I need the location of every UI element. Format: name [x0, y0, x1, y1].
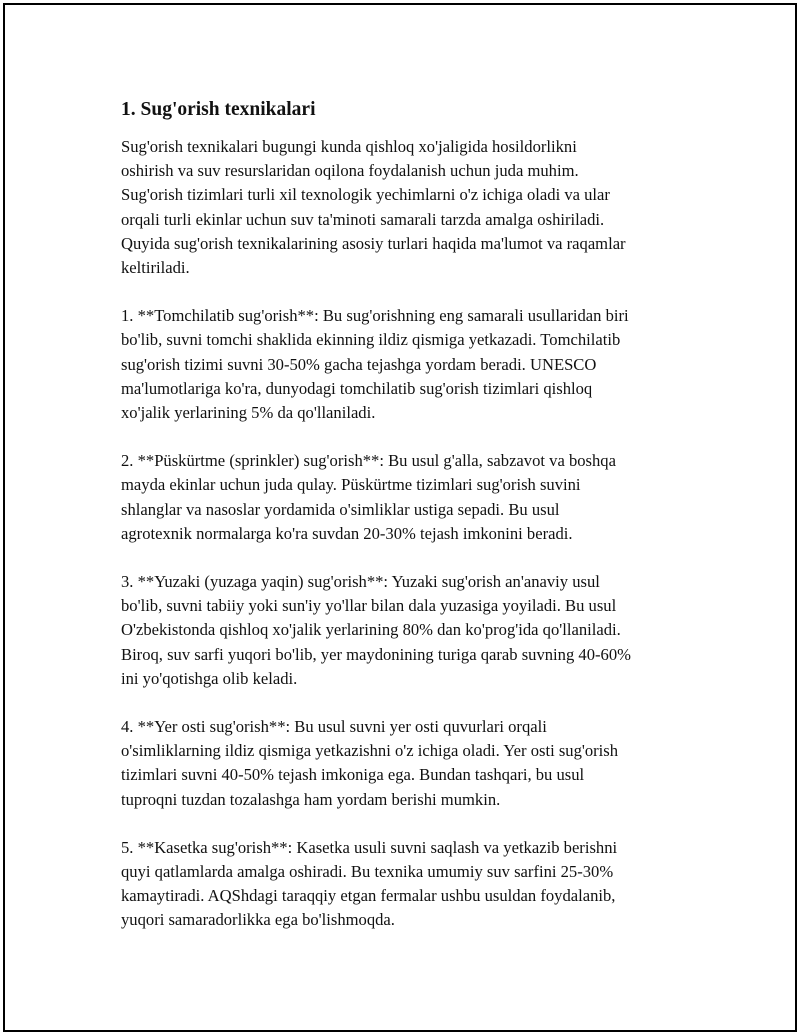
paragraph-line: 5. **Kasetka sug'orish**: Kasetka usuli suvni saqlash va yetkazib berishni [121, 837, 618, 857]
paragraph-line: orqali turli ekinlar uchun suv ta'minoti samarali tarzda amalga oshiriladi. [121, 209, 605, 229]
paragraph-line: sug'orish tizimi suvni 30-50% gacha tejashga yordam beradi. UNESCO [121, 354, 597, 374]
surface-irrigation-paragraph [121, 570, 697, 691]
drip-irrigation-paragraph [121, 304, 697, 425]
document-body [121, 97, 697, 957]
paragraph-line: 3. **Yuzaki (yuzaga yaqin) sug'orish**: Yuzaki sug'orish an'anaviy usul [121, 572, 600, 592]
paragraph-line: tuproqni tuzdan tozalashga ham yordam berishi mumkin. [121, 789, 501, 809]
paragraph-line: Quyida sug'orish texnikalarining asosiy turlari haqida ma'lumot va raqamlar [121, 233, 626, 253]
paragraph-line: shlanglar va nasoslar yordamida o'simliklar ustiga sepadi. Bu usul [121, 499, 560, 519]
page-frame [3, 3, 797, 1032]
paragraph-line: xo'jalik yerlarining 5% da qo'llaniladi. [121, 403, 376, 423]
paragraph-line: tizimlari suvni 40-50% tejash imkoniga ega. Bundan tashqari, bu usul [121, 765, 585, 785]
intro-paragraph [121, 135, 697, 280]
paragraph-line: keltiriladi. [121, 258, 190, 278]
paragraph-line: Biroq, suv sarfi yuqori bo'lib, yer maydonining turiga qarab suvning 40-60% [121, 644, 631, 664]
paragraph-line: O'zbekistonda qishloq xo'jalik yerlarining 80% dan ko'prog'ida qo'llaniladi. [121, 620, 621, 640]
paragraph-line: ini yo'qotishga olib keladi. [121, 668, 298, 688]
paragraph-line: kamaytiradi. AQShdagi taraqqiy etgan fermalar ushbu usuldan foydalanib, [121, 886, 616, 906]
sprinkler-irrigation-paragraph [121, 449, 697, 546]
paragraph-line: ma'lumotlariga ko'ra, dunyodagi tomchilatib sug'orish tizimlari qishloq [121, 378, 593, 398]
paragraph-line: o'simliklarning ildiz qismiga yetkazishni o'z ichiga oladi. Yer osti sug'orish [121, 741, 619, 761]
paragraph-line: oshirish va suv resurslaridan oqilona foydalanish uchun juda muhim. [121, 161, 579, 181]
paragraph-line: quyi qatlamlarda amalga oshiradi. Bu texnika umumiy suv sarfini 25-30% [121, 862, 614, 882]
subsurface-irrigation-paragraph [121, 715, 697, 812]
paragraph-line: bo'lib, suvni tabiiy yoki sun'iy yo'llar bilan dala yuzasiga yoyiladi. Bu usul [121, 596, 617, 616]
paragraph-line: mayda ekinlar uchun juda qulay. Püskürtme tizimlari sug'orish suvini [121, 475, 581, 495]
paragraph-line: 2. **Püskürtme (sprinkler) sug'orish**: Bu usul g'alla, sabzavot va boshqa [121, 451, 616, 471]
paragraph-line: agrotexnik normalarga ko'ra suvdan 20-30% tejash imkonini beradi. [121, 523, 573, 543]
paragraph-line: 4. **Yer osti sug'orish**: Bu usul suvni yer osti quvurlari orqali [121, 717, 547, 737]
paragraph-line: 1. **Tomchilatib sug'orish**: Bu sug'orishning eng samarali usullaridan biri [121, 306, 629, 326]
cassette-irrigation-paragraph [121, 836, 697, 933]
paragraph-line: bo'lib, suvni tomchi shaklida ekinning ildiz qismiga yetkazadi. Tomchilatib [121, 330, 621, 350]
section-title: 1. Sug'orish texnikalari [121, 99, 316, 120]
paragraph-line: yuqori samaradorlikka ega bo'lishmoqda. [121, 910, 395, 930]
paragraph-line: Sug'orish tizimlari turli xil texnologik yechimlarni o'z ichiga oladi va ular [121, 185, 610, 205]
paragraph-line: Sug'orish texnikalari bugungi kunda qishloq xo'jaligida hosildorlikni [121, 137, 577, 156]
